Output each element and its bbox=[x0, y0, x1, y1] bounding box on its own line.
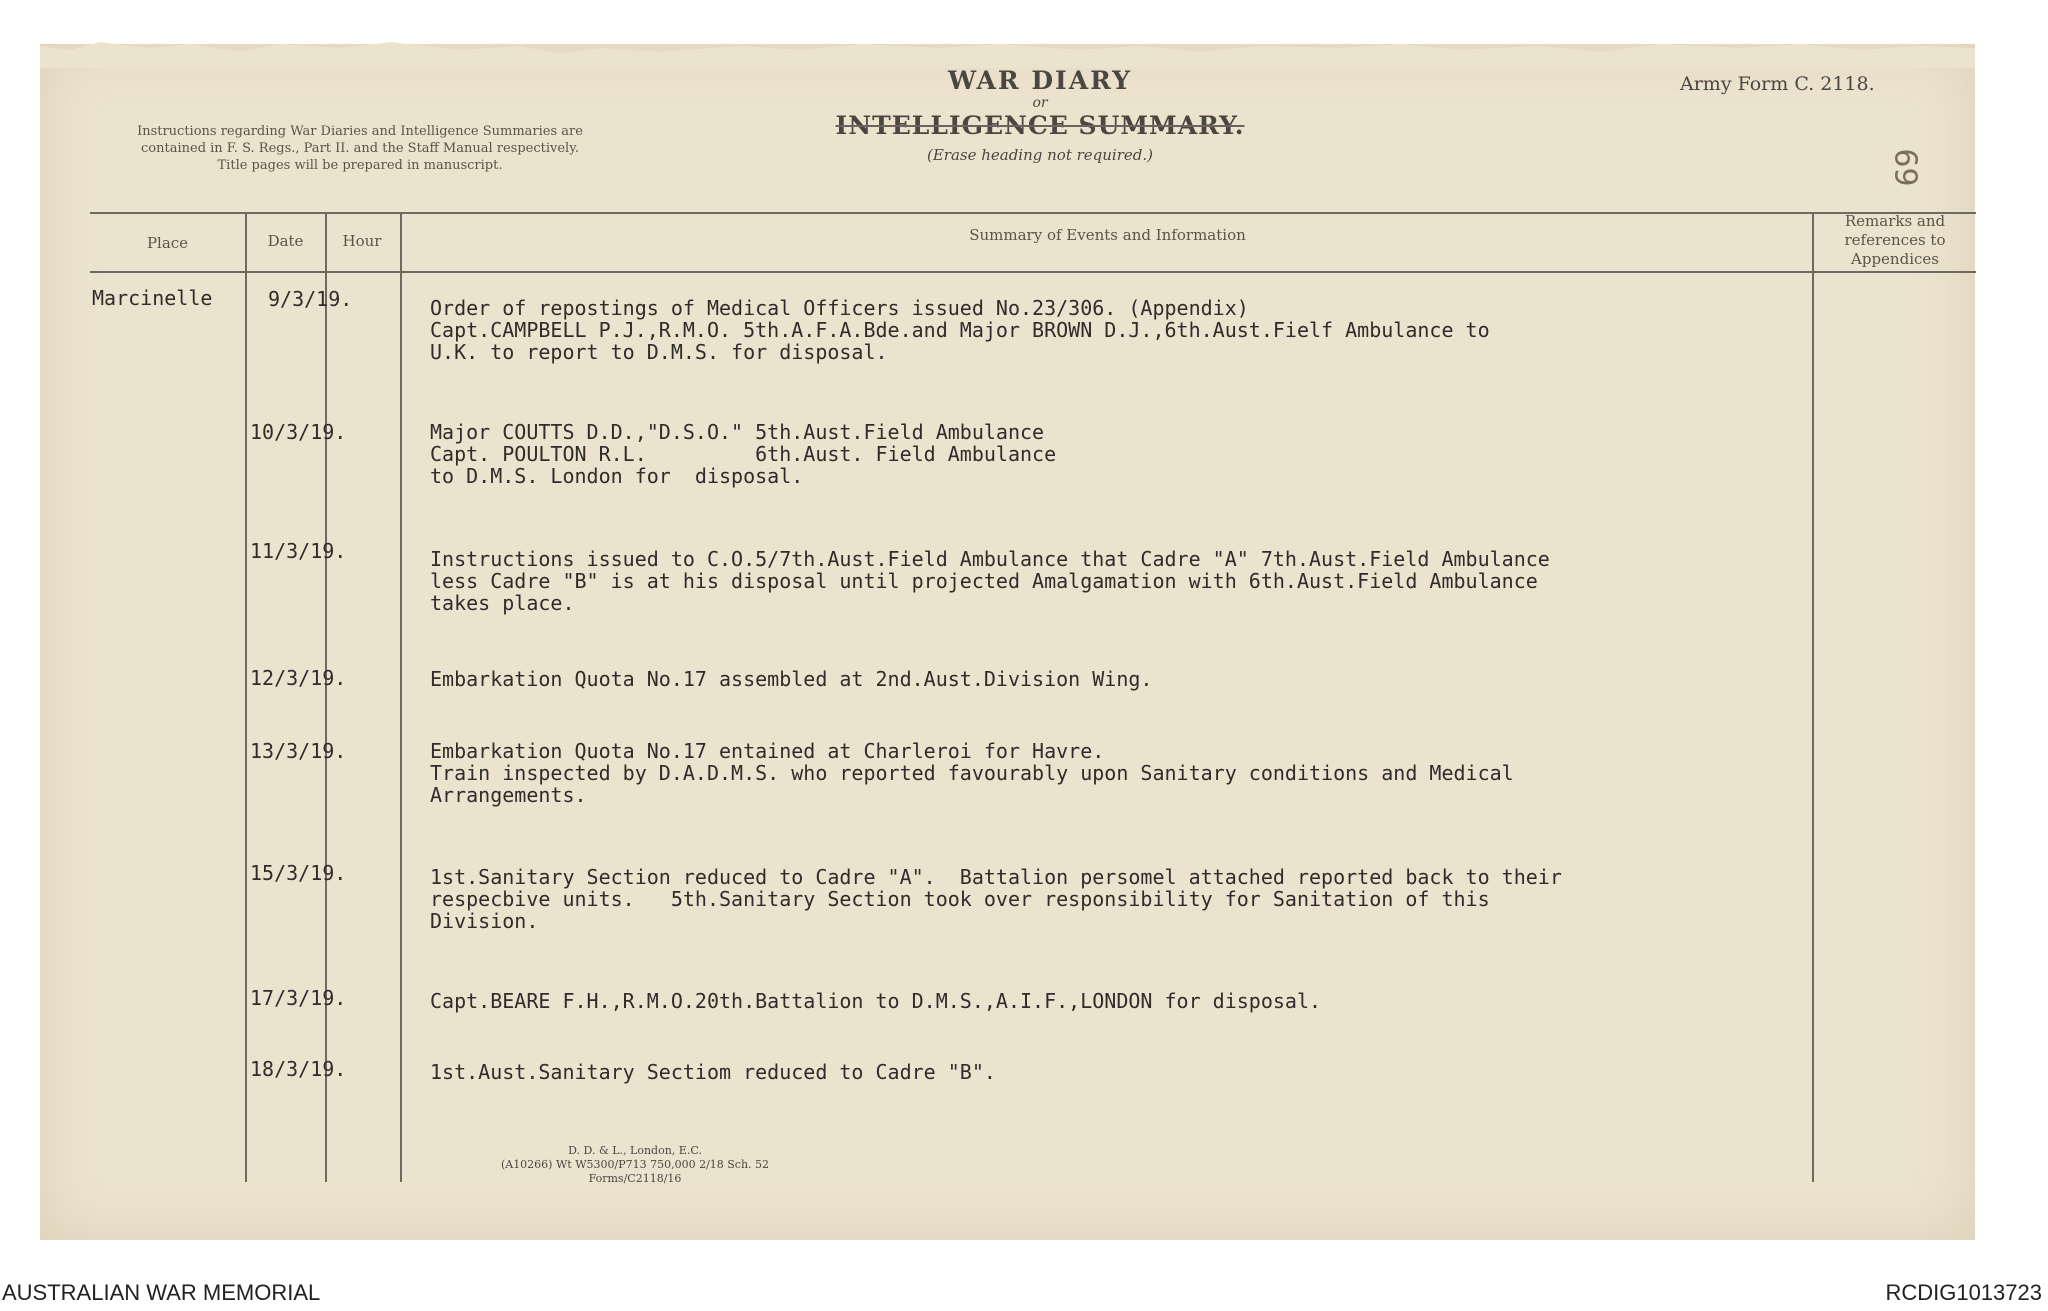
column-divider-date bbox=[325, 212, 327, 1182]
place-name: Marcinelle bbox=[92, 286, 213, 310]
title-intelligence-summary: INTELLIGENCE SUMMARY. bbox=[835, 111, 1245, 140]
entry-line: Capt. POULTON R.L. 6th.Aust. Field Ambulance bbox=[430, 442, 1057, 466]
entry-line: 1st.Sanitary Section reduced to Cadre "A". Battalion persomel attached reported back to their bbox=[430, 865, 1562, 889]
printer-imprint bbox=[470, 1144, 800, 1186]
entry-text bbox=[430, 668, 1152, 690]
entry-line: takes place. bbox=[430, 591, 575, 615]
entry-line: Embarkation Quota No.17 assembled at 2nd.Aust.Division Wing. bbox=[430, 667, 1153, 691]
entry-line: Instructions issued to C.O.5/7th.Aust.Field Ambulance that Cadre "A" 7th.Aust.Field Ambulance bbox=[430, 547, 1550, 571]
table-header-rule bbox=[90, 271, 1976, 273]
header-date: Date bbox=[267, 232, 304, 250]
entry-line: Arrangements. bbox=[430, 783, 587, 807]
entry-line: Major COUTTS D.D.,"D.S.O." 5th.Aust.Field Ambulance bbox=[430, 420, 1045, 444]
entry-line: respecbive units. 5th.Sanitary Section took over responsibility for Sanitation of this bbox=[430, 887, 1490, 911]
footer-credit: AUSTRALIAN WAR MEMORIAL bbox=[2, 1280, 321, 1305]
entry-text bbox=[430, 740, 1514, 806]
erase-note: (Erase heading not required.) bbox=[926, 146, 1154, 164]
entry-line: Capt.BEARE F.H.,R.M.O.20th.Battalion to D.M.S.,A.I.F.,LONDON for disposal. bbox=[430, 989, 1322, 1013]
form-title bbox=[820, 66, 1260, 164]
entry-text bbox=[430, 421, 1056, 487]
header-summary: Summary of Events and Information bbox=[969, 226, 1246, 244]
title-war-diary: WAR DIARY bbox=[948, 66, 1132, 95]
column-divider-place bbox=[245, 212, 247, 1182]
entry-text bbox=[430, 990, 1321, 1012]
entry-text bbox=[430, 297, 1490, 363]
page-number: 69 bbox=[1887, 148, 1923, 187]
entry-text bbox=[430, 1061, 996, 1083]
entry-line: Train inspected by D.A.D.M.S. who reported favourably upon Sanitary conditions and Medical bbox=[430, 761, 1514, 785]
entry-date: 11/3/19. bbox=[250, 539, 347, 563]
entry-line: Order of repostings of Medical Officers issued No.23/306. (Appendix) bbox=[430, 296, 1249, 320]
entry-date: 18/3/19. bbox=[250, 1057, 347, 1081]
instructions-note: Instructions regarding War Diaries and Intelligence Summaries are contained in F. S. Regs., Part II. and the Staff Manual respectively. Title pages will be prepared in manuscript. bbox=[137, 124, 583, 173]
entry-date: 10/3/19. bbox=[250, 420, 347, 444]
entry-date: 15/3/19. bbox=[250, 861, 347, 885]
title-or: or bbox=[1032, 95, 1048, 111]
entry-text bbox=[430, 866, 1562, 932]
entry-date: 9/3/19. bbox=[268, 287, 353, 311]
entry-line: Capt.CAMPBELL P.J.,R.M.O. 5th.A.F.A.Bde.and Major BROWN D.J.,6th.Aust.Fielf Ambulance to bbox=[430, 318, 1490, 342]
entry-date: 17/3/19. bbox=[250, 986, 347, 1010]
entry-line: Division. bbox=[430, 909, 539, 933]
table-top-rule bbox=[90, 212, 1976, 214]
footer-id: RCDIG1013723 bbox=[1885, 1280, 2042, 1305]
column-divider-hour bbox=[400, 212, 402, 1182]
entry-text bbox=[430, 548, 1550, 614]
entry-line: 1st.Aust.Sanitary Sectiom reduced to Cadre "B". bbox=[430, 1060, 996, 1084]
entry-line: less Cadre "B" is at his disposal until projected Amalgamation with 6th.Aust.Field Ambulance bbox=[430, 569, 1538, 593]
column-divider-remarks bbox=[1812, 212, 1814, 1182]
entry-line: Embarkation Quota No.17 entained at Charleroi for Havre. bbox=[430, 739, 1105, 763]
entry-line: U.K. to report to D.M.S. for disposal. bbox=[430, 340, 888, 364]
entry-date: 13/3/19. bbox=[250, 739, 347, 763]
army-form-number: Army Form C. 2118. bbox=[1680, 73, 1875, 95]
entry-date: 12/3/19. bbox=[250, 666, 347, 690]
header-hour: Hour bbox=[342, 232, 382, 250]
header-place: Place bbox=[146, 234, 189, 252]
torn-edge bbox=[40, 38, 1975, 68]
printer-line: (A10266) Wt W5300/P713 750,000 2/18 Sch. 52 Forms/C2118/16 bbox=[500, 1158, 770, 1185]
entry-line: to D.M.S. London for disposal. bbox=[430, 464, 804, 488]
printer-line: D. D. & L., London, E.C. bbox=[568, 1144, 702, 1157]
header-remarks: Remarks and references to Appendices bbox=[1844, 212, 1946, 268]
